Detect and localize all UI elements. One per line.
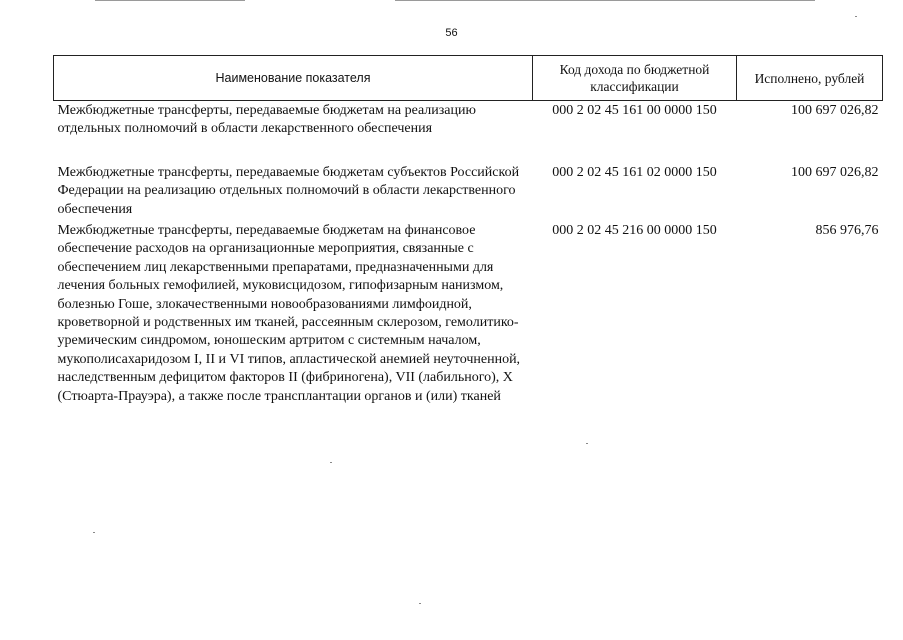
header-executed-amount: Исполнено, рублей	[737, 56, 883, 101]
executed-amount-cell: 856 976,76	[815, 223, 879, 238]
table-header-row	[54, 56, 883, 101]
table-row	[54, 101, 883, 165]
indicator-name-cell: Межбюджетные трансферты, передаваемые бюджетам на финансовое обеспечение расходов на организационные мероприятия, связанные с обеспечением лиц лекарственными препаратами, предназначенными для лечения больных гемофилией, муковисцидозом, гипофизарным нанизмом, болезнью Гоше, злокачественными новообразованиями лимфоидной, кроветворной и родственных им тканей, рассеянным склерозом, гемолитико-уремическим синдромом, юношеским артритом с системным началом, мукополисахаридозом I, II и VI типов, апластической анемией неуточненной, наследственным дефицитом факторов II (фибриногена), VII (лабильного), X (Стюарта-Прауэра), а также после трансплантации органов и (или) тканей	[57, 223, 521, 404]
scan-speck	[855, 16, 857, 17]
indicator-name-cell: Межбюджетные трансферты, передаваемые бюджетам на реализацию отдельных полномочий в области лекарственного обеспечения	[57, 103, 476, 137]
report-table	[53, 55, 883, 406]
header-income-code: Код дохода по бюджетной классификации	[533, 56, 737, 101]
scan-speck	[586, 443, 588, 444]
executed-amount-cell: 100 697 026,82	[791, 165, 879, 180]
scan-speck	[93, 532, 95, 533]
executed-amount-cell: 100 697 026,82	[791, 103, 879, 118]
scan-top-edge-right	[395, 0, 815, 1]
income-code-cell: 000 2 02 45 216 00 0000 150	[552, 223, 717, 238]
scan-speck	[419, 603, 421, 604]
income-code-cell: 000 2 02 45 161 02 0000 150	[552, 165, 717, 180]
table-row	[54, 164, 883, 222]
income-code-cell: 000 2 02 45 161 00 0000 150	[552, 103, 717, 118]
table-row	[54, 222, 883, 406]
page-number: 56	[445, 27, 458, 39]
scan-top-edge-left	[95, 0, 245, 1]
indicator-name-cell: Межбюджетные трансферты, передаваемые бюджетам субъектов Российской Федерации на реализацию отдельных полномочий в области лекарственного обеспечения	[57, 165, 520, 217]
scan-speck	[330, 462, 332, 463]
header-indicator-name: Наименование показателя	[54, 56, 533, 101]
